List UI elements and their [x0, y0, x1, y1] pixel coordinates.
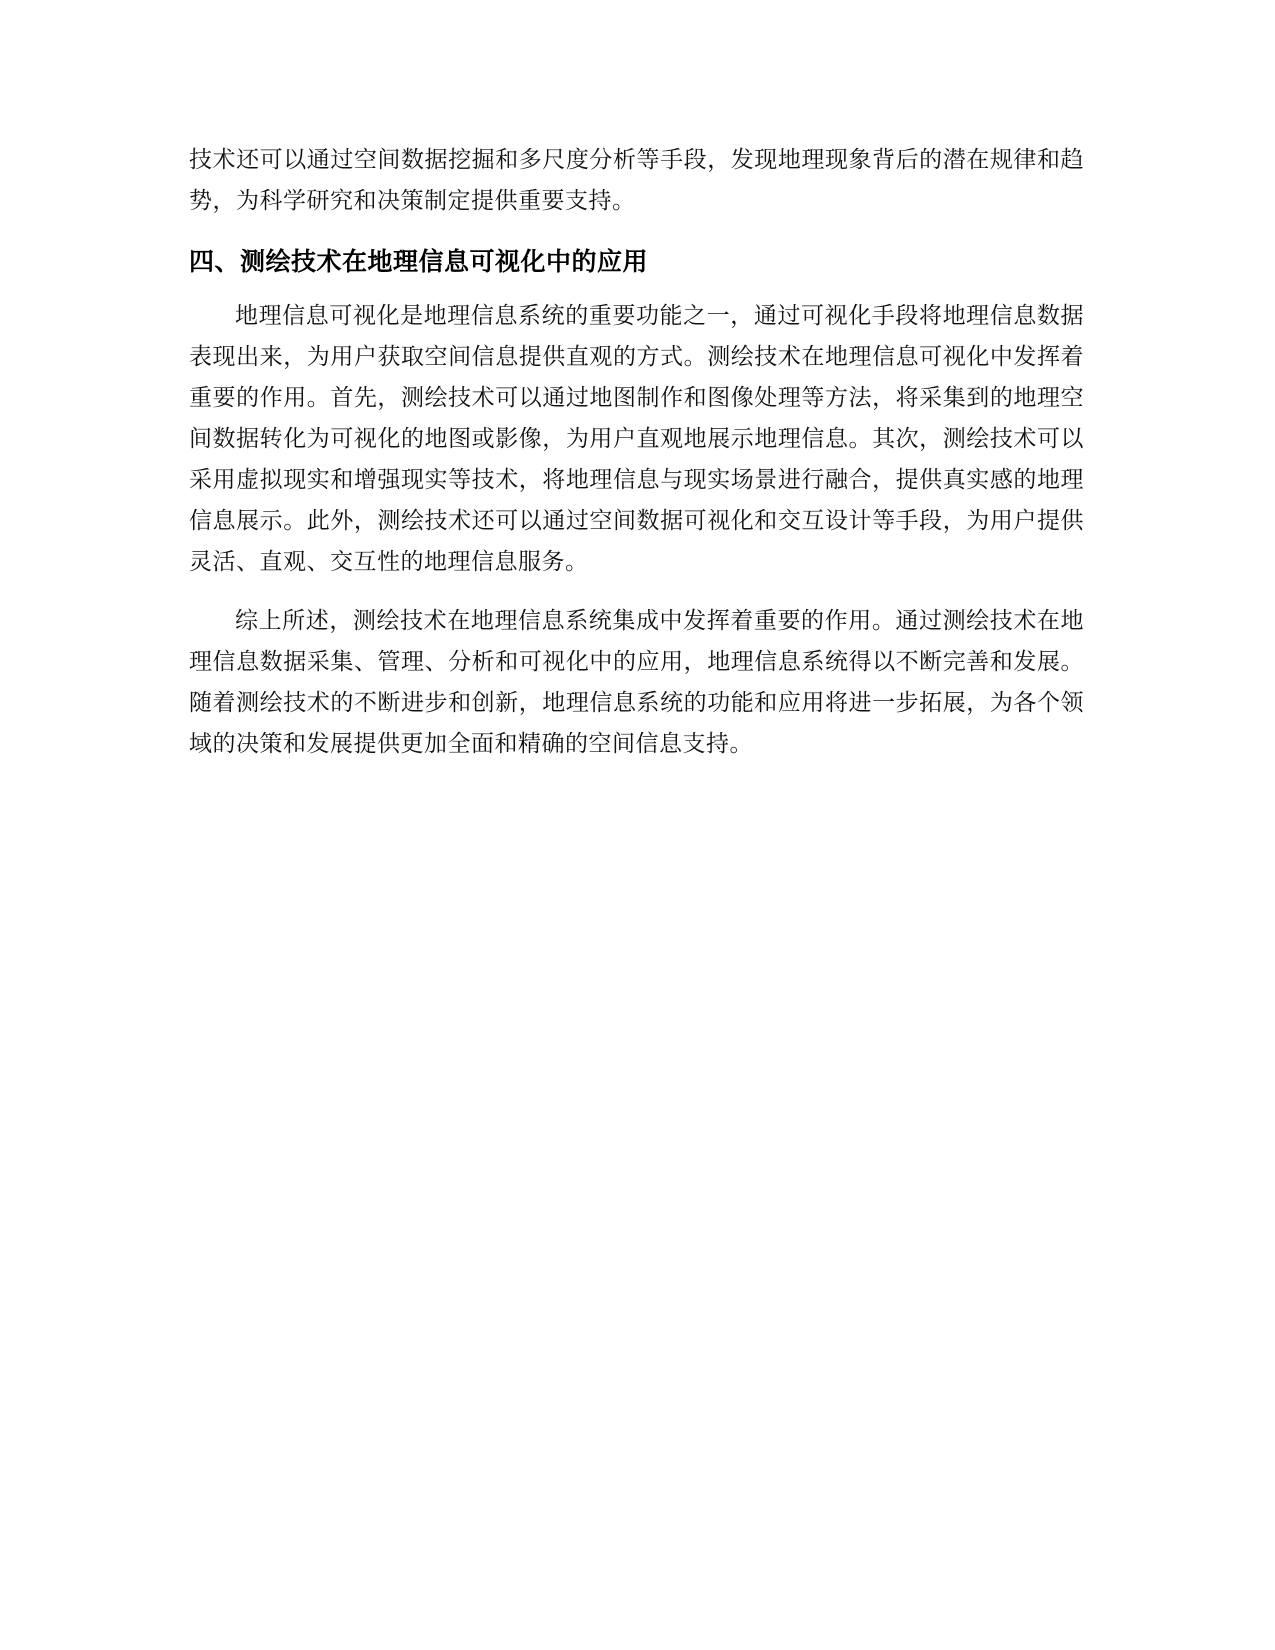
section-heading: 四、测绘技术在地理信息可视化中的应用 — [189, 247, 649, 276]
continuation-paragraph: 技术还可以通过空间数据挖掘和多尺度分析等手段，发现地理现象背后的潜在规律和趋势，为科学研究和决策制定提供重要支持。 — [189, 147, 1084, 214]
paragraph-conclusion: 综上所述，测绘技术在地理信息系统集成中发挥着重要的作用。通过测绘技术在地理信息数据采集、管理、分析和可视化中的应用，地理信息系统得以不断完善和发展。随着测绘技术的不断进步和创新，地理信息系统的功能和应用将进一步拓展，为各个领域的决策和发展提供更加全面和精确的空间信息支持。 — [189, 608, 1084, 757]
paragraph-visualization: 地理信息可视化是地理信息系统的重要功能之一，通过可视化手段将地理信息数据表现出来，为用户获取空间信息提供直观的方式。测绘技术在地理信息可视化中发挥着重要的作用。首先，测绘技术可以通过地图制作和图像处理等方法，将采集到的地理空间数据转化为可视化的地图或影像，为用户直观地展示地理信息。其次，测绘技术可以采用虚拟现实和增强现实等技术，将地理信息与现实场景进行融合，提供真实感的地理信息展示。此外，测绘技术还可以通过空间数据可视化和交互设计等手段，为用户提供灵活、直观、交互性的地理信息服务。 — [189, 303, 1084, 575]
paragraph-spacer — [189, 583, 1084, 601]
document-body — [189, 140, 1084, 765]
